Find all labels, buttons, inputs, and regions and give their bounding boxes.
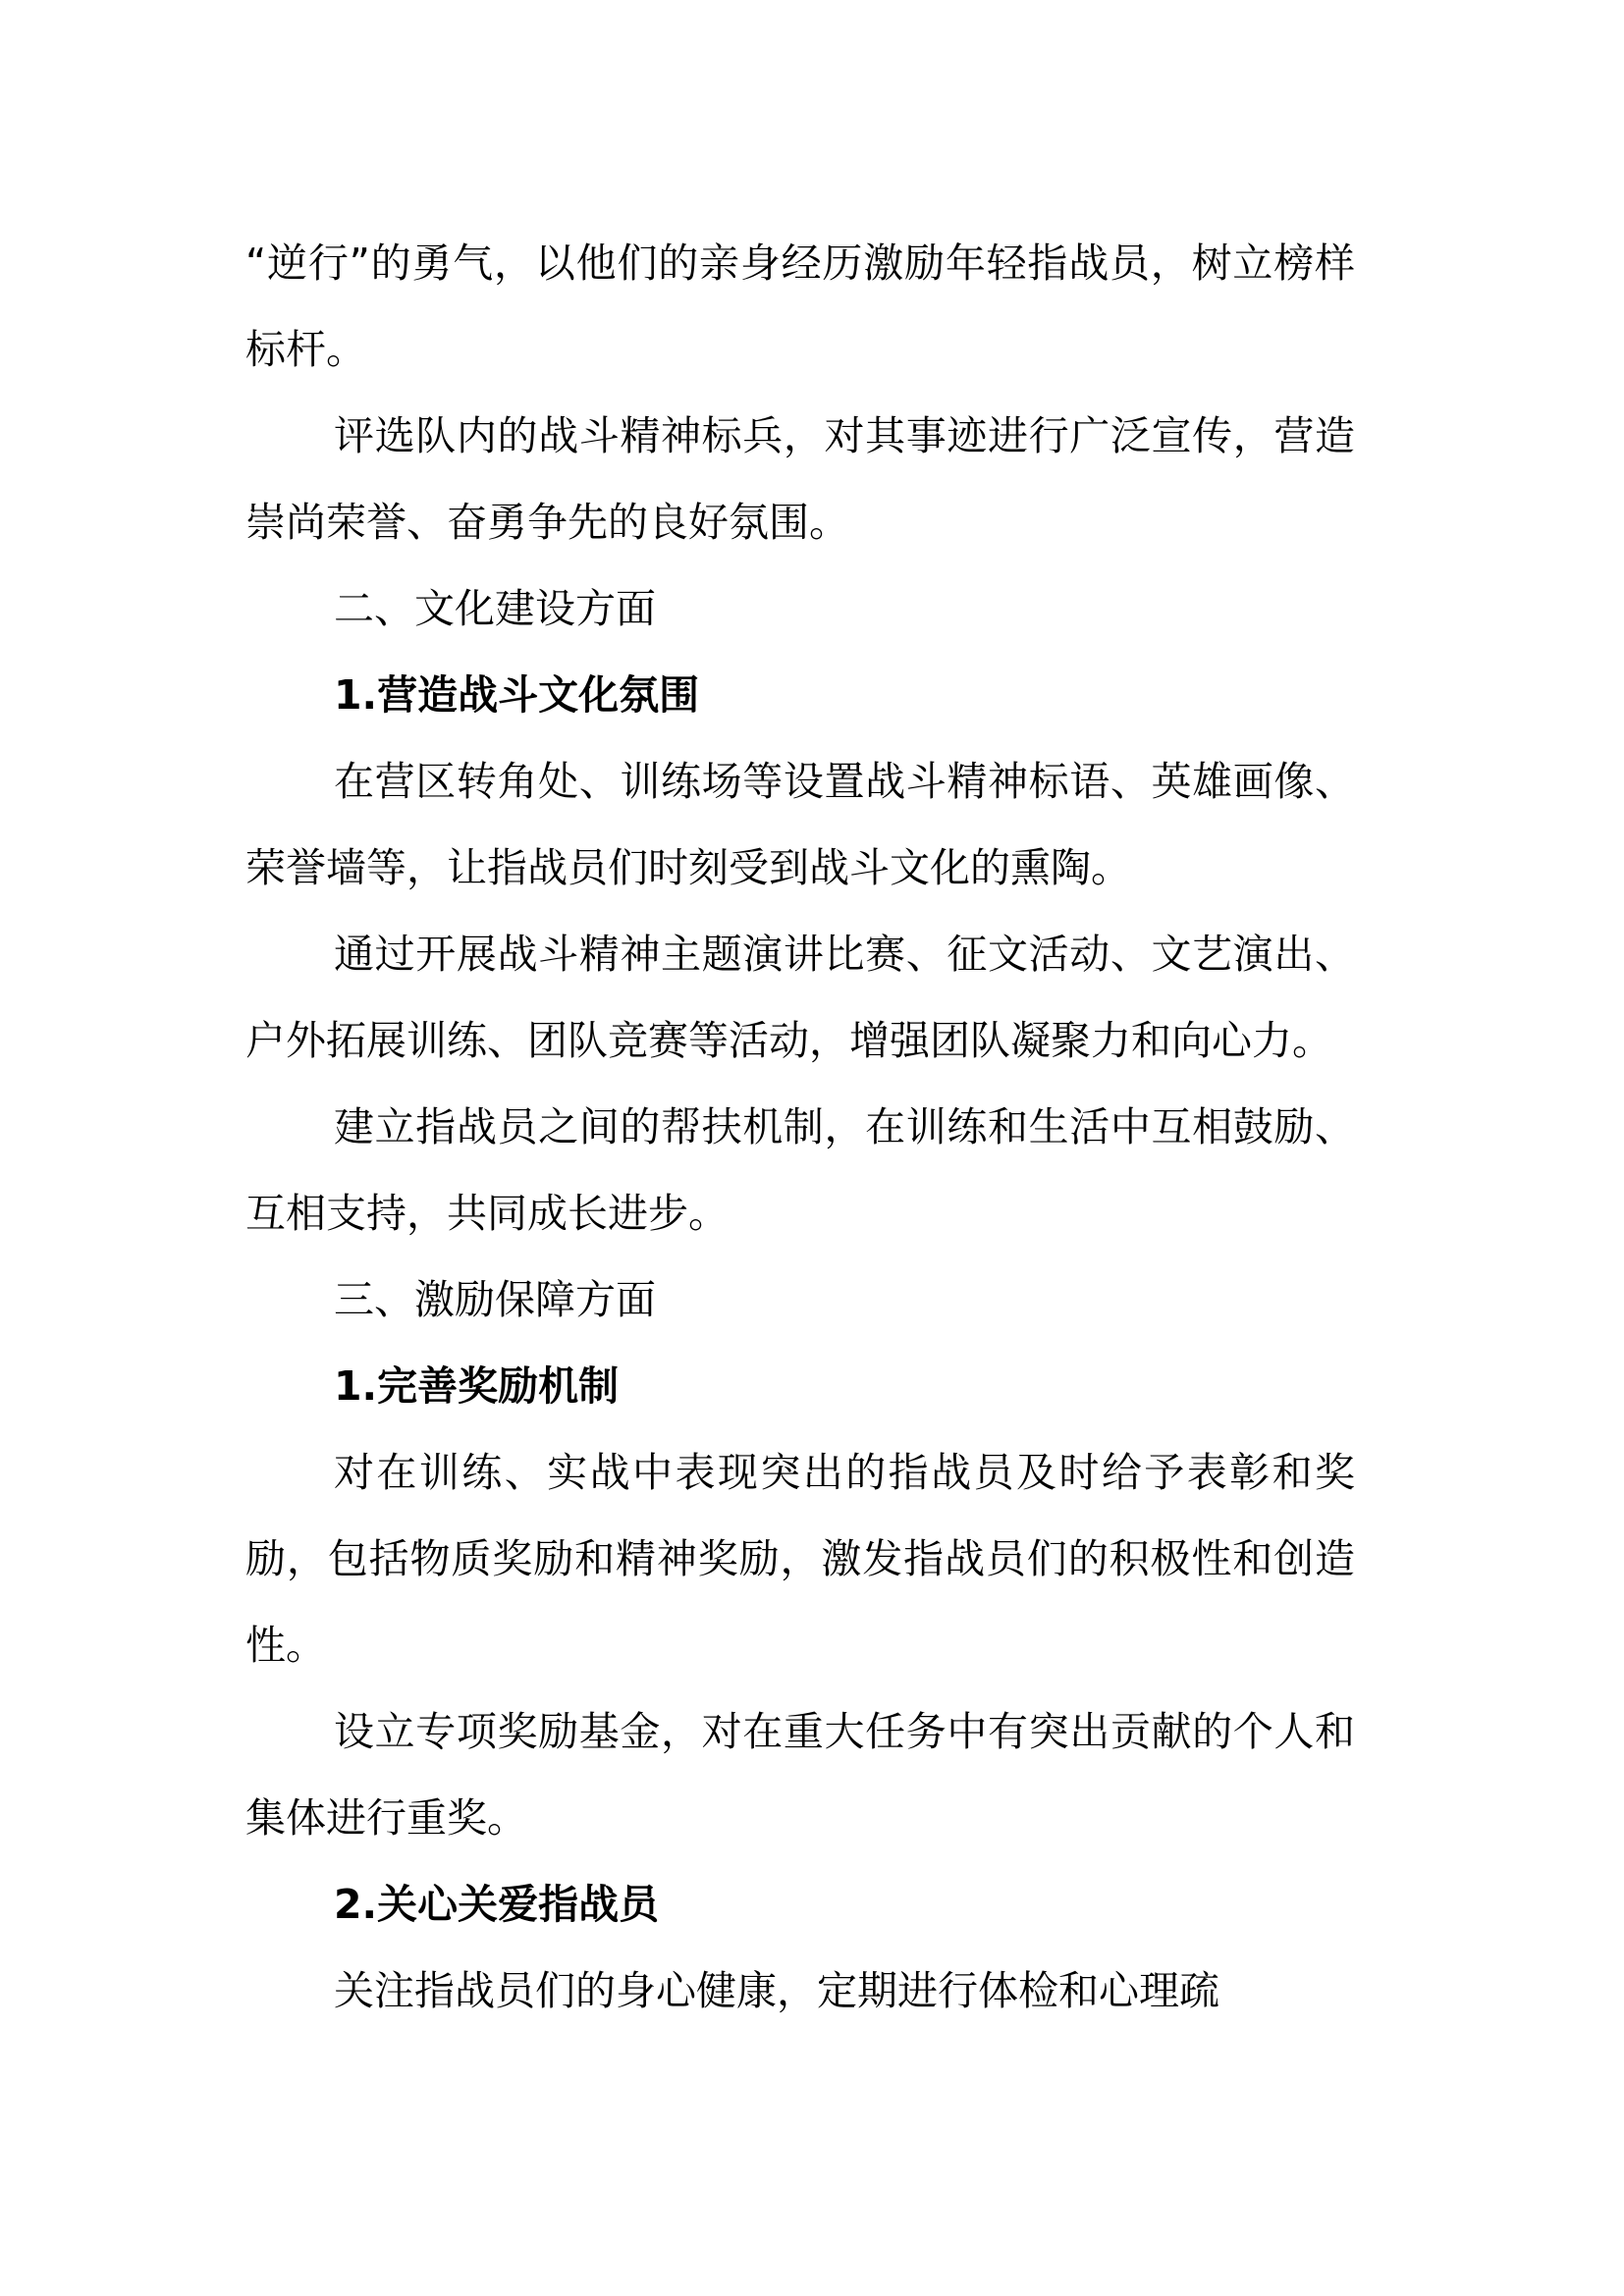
subsection-heading: 2.关心关爱指战员 bbox=[334, 1881, 660, 1928]
paragraph: 对在训练、实战中表现突出的指战员及时给予表彰和奖励，包括物质奖励和精神奖励，激发指战员们的积极性和创造性。 bbox=[245, 1449, 1355, 1669]
subsection-heading: 1.营造战斗文化氛围 bbox=[334, 671, 700, 719]
section-title: 三、激励保障方面 bbox=[334, 1276, 656, 1323]
document-body bbox=[245, 220, 1355, 2034]
paragraph: 在营区转角处、训练场等设置战斗精神标语、英雄画像、荣誉墙等，让指战员们时刻受到战斗文化的熏陶。 bbox=[245, 758, 1355, 891]
paragraph: 通过开展战斗精神主题演讲比赛、征文活动、文艺演出、户外拓展训练、团队竞赛等活动，增强团队凝聚力和向心力。 bbox=[245, 931, 1355, 1064]
paragraph-continuation: “逆行”的勇气，以他们的亲身经历激励年轻指战员，树立榜样标杆。 bbox=[245, 240, 1355, 373]
paragraph: 评选队内的战斗精神标兵，对其事迹进行广泛宣传，营造崇尚荣誉、奋勇争先的良好氛围。 bbox=[245, 412, 1355, 546]
paragraph: 关注指战员们的身心健康，定期进行体检和心理疏 bbox=[334, 1967, 1219, 2014]
subsection-heading: 1.完善奖励机制 bbox=[334, 1362, 620, 1410]
section-title: 二、文化建设方面 bbox=[334, 585, 656, 632]
paragraph: 建立指战员之间的帮扶机制，在训练和生活中互相鼓励、互相支持，共同成长进步。 bbox=[245, 1103, 1355, 1237]
paragraph: 设立专项奖励基金，对在重大任务中有突出贡献的个人和集体进行重奖。 bbox=[245, 1708, 1355, 1842]
